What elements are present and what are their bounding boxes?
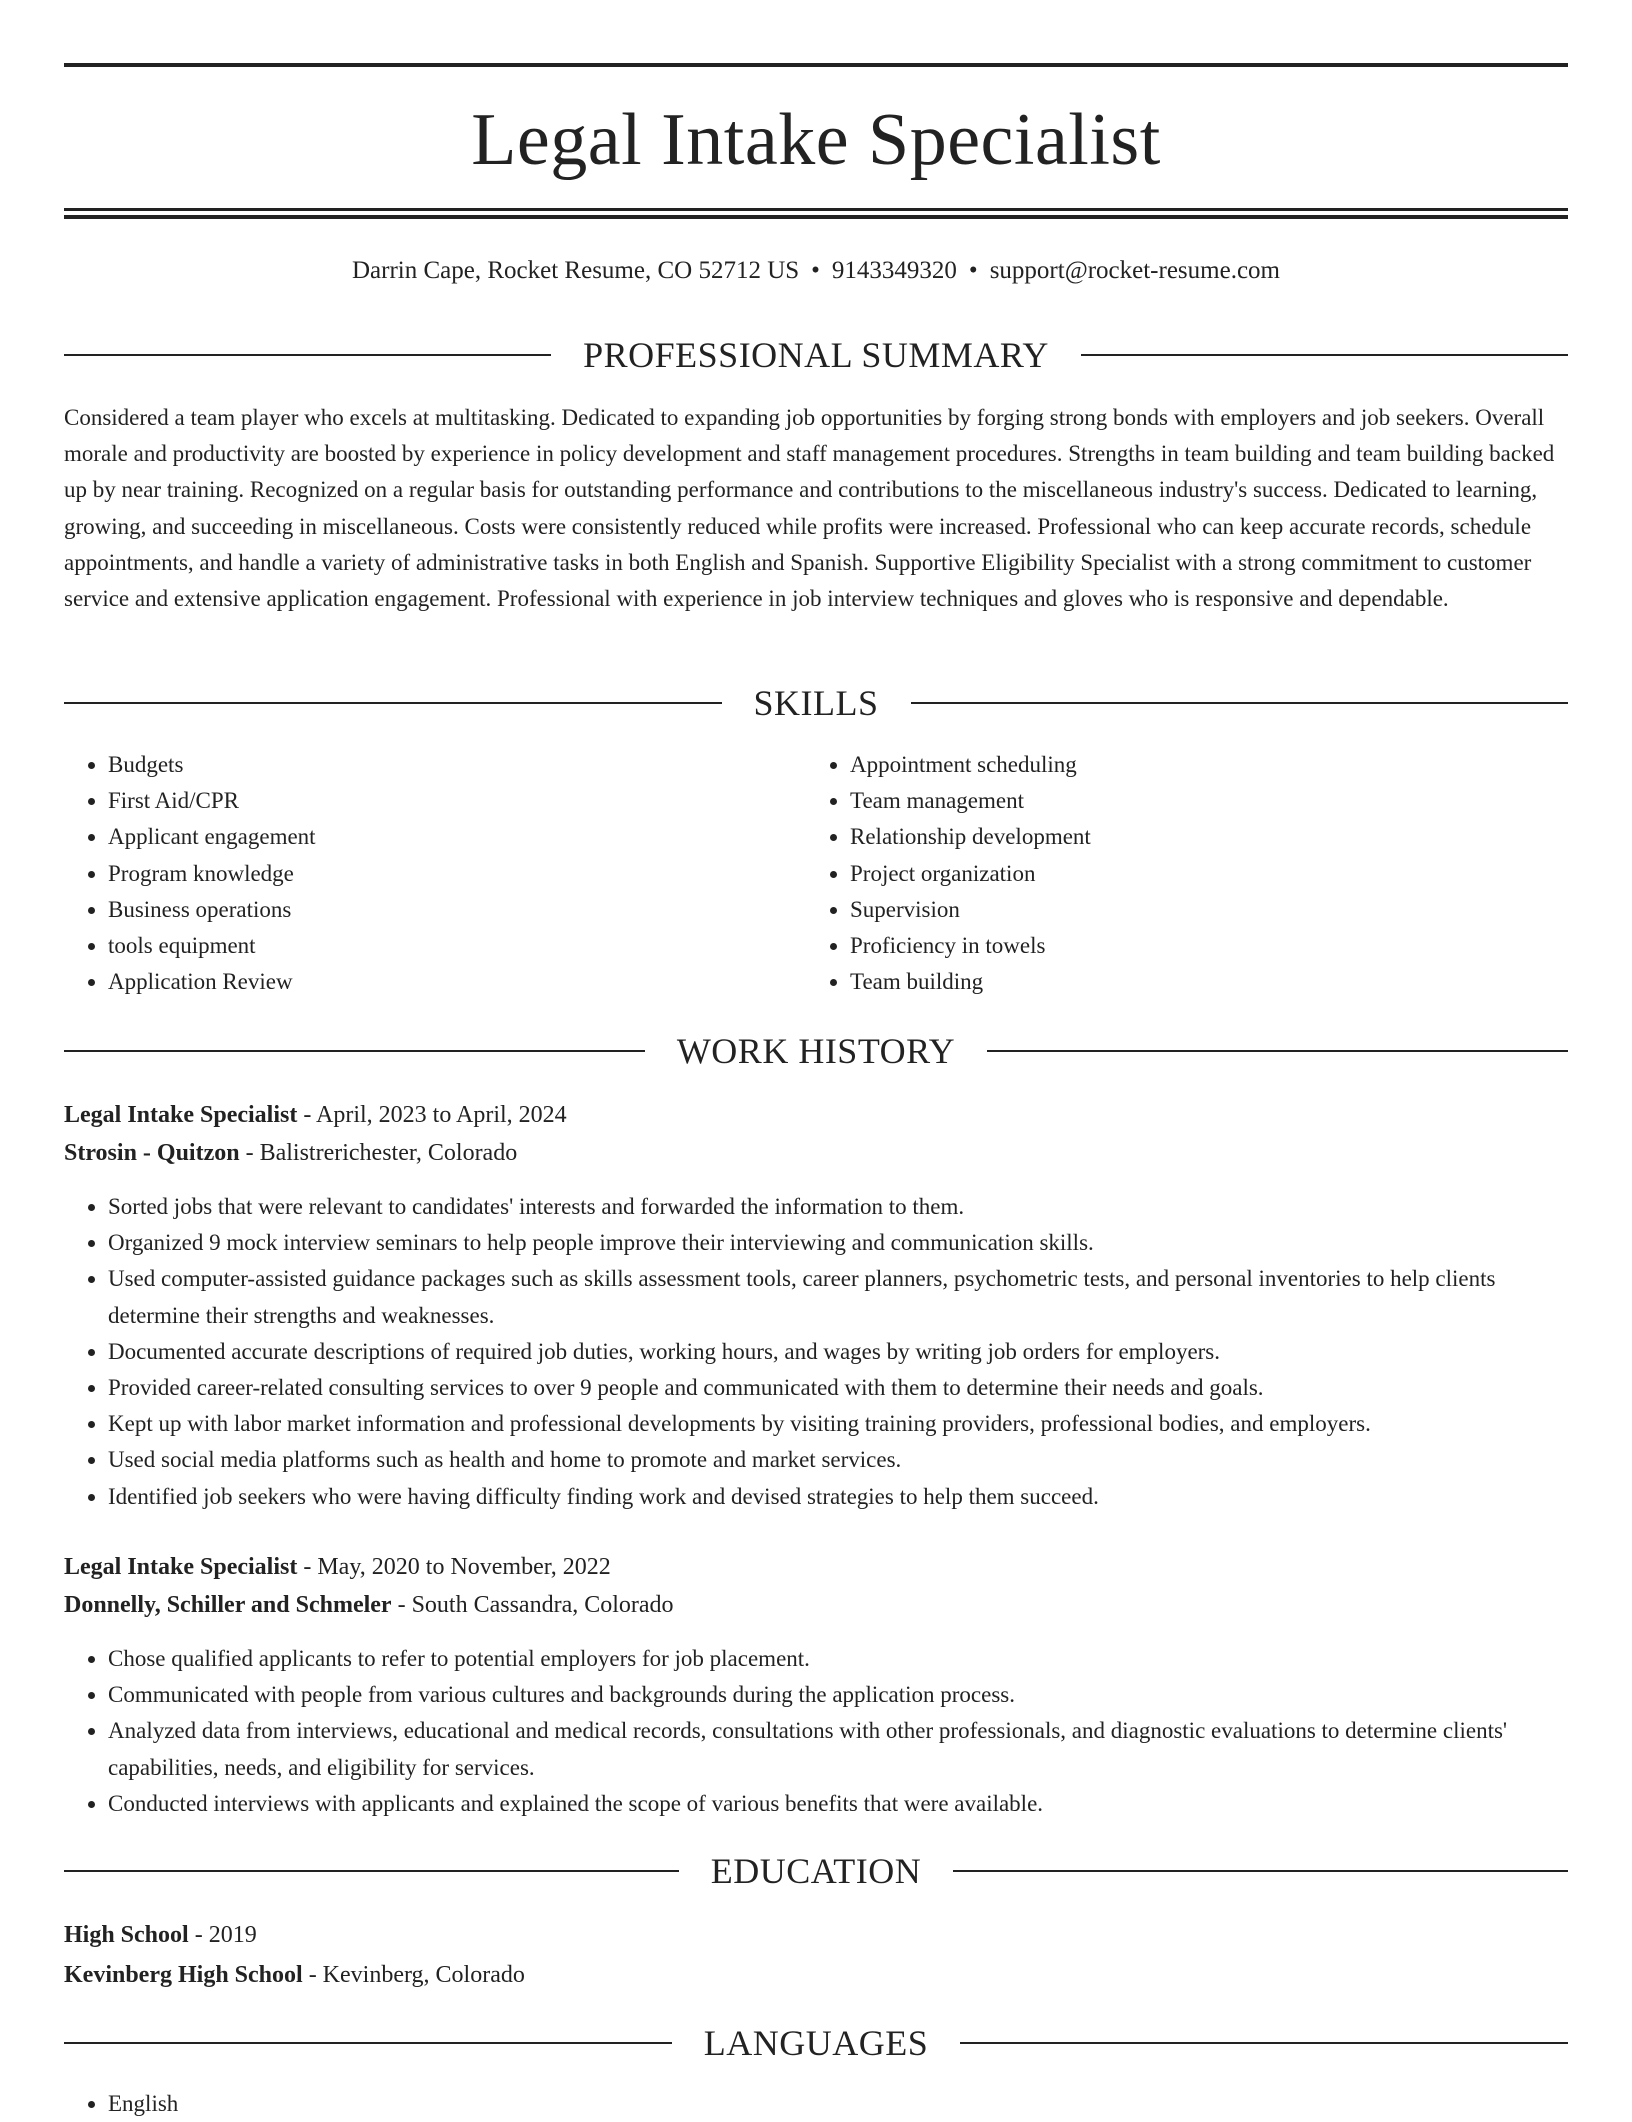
job-duty: • Conducted interviews with applicants and explained the scope of various benefits that were available. xyxy=(108,1786,1568,1822)
title-rule-lower xyxy=(64,215,1568,219)
language-item: • English xyxy=(108,2086,1568,2122)
summary-heading-label: PROFESSIONAL SUMMARY xyxy=(583,335,1049,375)
heading-rule xyxy=(64,2042,672,2044)
job-duty: • Documented accurate descriptions of required job duties, working hours, and wages by writing job orders for employers. xyxy=(108,1334,1568,1370)
title-rule-upper xyxy=(64,208,1568,211)
work-section-heading xyxy=(64,1029,1568,1073)
skill-item: • Applicant engagement xyxy=(108,819,784,855)
job-duty: • Chose qualified applicants to refer to potential employers for job placement. xyxy=(108,1641,1568,1677)
job-title-line xyxy=(64,1548,611,1586)
contact-address: Darrin Cape, Rocket Resume, CO 52712 US xyxy=(352,257,800,284)
languages-heading-label: LANGUAGES xyxy=(703,2023,929,2063)
job-duty: • Used computer-assisted guidance packages such as skills assessment tools, career planners, psychometric tests, and personal inventories to help clients determine their strengths and weaknesses. xyxy=(108,1261,1568,1333)
job-duty: • Analyzed data from interviews, educational and medical records, consultations with other professionals, and diagnostic evaluations to determine clients' capabilities, needs, and eligibility for services. xyxy=(108,1713,1568,1785)
job-duty: • Communicated with people from various cultures and backgrounds during the application process. xyxy=(108,1677,1568,1713)
education-section-heading xyxy=(64,1849,1568,1893)
skill-item: • Program knowledge xyxy=(108,856,784,892)
heading-rule xyxy=(911,702,1569,704)
skill-item: • Project organization xyxy=(850,856,1526,892)
contact-separator: • xyxy=(968,257,978,284)
job-duty: • Organized 9 mock interview seminars to help people improve their interviewing and communication skills. xyxy=(108,1225,1568,1261)
contact-line xyxy=(64,254,1568,288)
job-title: Legal Intake Specialist xyxy=(64,1554,298,1580)
job-location: - South Cassandra, Colorado xyxy=(397,1592,674,1618)
heading-rule xyxy=(953,1870,1568,1872)
top-rule xyxy=(64,63,1568,67)
contact-separator: • xyxy=(811,257,820,284)
skill-item: • Relationship development xyxy=(850,819,1526,855)
job-title: Legal Intake Specialist xyxy=(64,1102,298,1128)
languages-section-heading xyxy=(64,2021,1568,2065)
heading-rule xyxy=(960,2042,1568,2044)
education-location: - Kevinberg, Colorado xyxy=(308,1962,525,1988)
heading-rule xyxy=(64,1870,679,1872)
skill-item: • First Aid/CPR xyxy=(108,783,784,819)
skills-column-right xyxy=(806,747,1526,1000)
skill-item: • Supervision xyxy=(850,892,1526,928)
heading-rule xyxy=(1081,354,1568,356)
contact-phone: 9143349320 xyxy=(831,257,957,284)
job-duty: • Sorted jobs that were relevant to candidates' interests and forwarded the information to them. xyxy=(108,1189,1568,1225)
job-duty: • Identified job seekers who were having difficulty finding work and devised strategies to help them succeed. xyxy=(108,1479,1568,1515)
job-dates: - April, 2023 to April, 2024 xyxy=(303,1102,567,1128)
education-year: - 2019 xyxy=(194,1922,257,1948)
job-dates: - May, 2020 to November, 2022 xyxy=(303,1554,611,1580)
heading-rule xyxy=(987,1050,1568,1052)
education-school-line xyxy=(64,1956,525,1994)
skill-item: • Team building xyxy=(850,964,1526,1000)
skills-section-heading xyxy=(64,681,1568,725)
summary-text: Considered a team player who excels at multitasking. Dedicated to expanding job opportunities by forging strong bonds with employers and job seekers. Overall morale and productivity are boosted by experience in policy development and staff management procedures. Strengths in team building and team building backed up by near training. Recognized on a regular basis for outstanding performance and contributions to the miscellaneous industry's success. Dedicated to learning, growing, and succeeding in miscellaneous. Costs were consistently reduced while profits were increased. Professional who can keep accurate records, schedule appointments, and handle a variety of administrative tasks in both English and Spanish. Supportive Eligibility Specialist with a strong commitment to customer service and extensive application engagement. Professional with experience in job interview techniques and gloves who is responsive and dependable. xyxy=(64,405,1555,612)
education-degree-line xyxy=(64,1916,257,1954)
job-location: - Balistrerichester, Colorado xyxy=(245,1140,518,1166)
education-heading-label: EDUCATION xyxy=(710,1851,922,1891)
job-company: Strosin - Quitzon xyxy=(64,1140,240,1166)
skill-item: • Application Review xyxy=(108,964,784,1000)
job-duties xyxy=(64,1641,1568,1822)
job-title-line xyxy=(64,1096,567,1134)
resume-title: Legal Intake Specialist xyxy=(471,99,1161,181)
education-degree: High School xyxy=(64,1922,189,1948)
education-school: Kevinberg High School xyxy=(64,1962,303,1988)
heading-rule xyxy=(64,702,722,704)
skill-item: • Team management xyxy=(850,783,1526,819)
heading-rule xyxy=(64,1050,645,1052)
skills-column-left xyxy=(64,747,784,1000)
skill-item: • Budgets xyxy=(108,747,784,783)
job-company-line xyxy=(64,1134,517,1172)
job-company: Donnelly, Schiller and Schmeler xyxy=(64,1592,392,1618)
job-duties xyxy=(64,1189,1568,1515)
job-company-line xyxy=(64,1586,674,1624)
skills-heading-label: SKILLS xyxy=(753,683,879,723)
skill-item: • Proficiency in towels xyxy=(850,928,1526,964)
work-heading-label: WORK HISTORY xyxy=(676,1031,956,1071)
skill-item: • Appointment scheduling xyxy=(850,747,1526,783)
summary-section-heading xyxy=(64,333,1568,377)
skill-item: • tools equipment xyxy=(108,928,784,964)
contact-email: support@rocket-resume.com xyxy=(989,257,1280,284)
languages-list xyxy=(64,2086,1568,2122)
heading-rule xyxy=(64,354,551,356)
job-duty: • Used social media platforms such as health and home to promote and market services. xyxy=(108,1442,1568,1478)
skill-item: • Business operations xyxy=(108,892,784,928)
job-duty: • Provided career-related consulting services to over 9 people and communicated with them to determine their needs and goals. xyxy=(108,1370,1568,1406)
job-duty: • Kept up with labor market information and professional developments by visiting training providers, professional bodies, and employers. xyxy=(108,1406,1568,1442)
